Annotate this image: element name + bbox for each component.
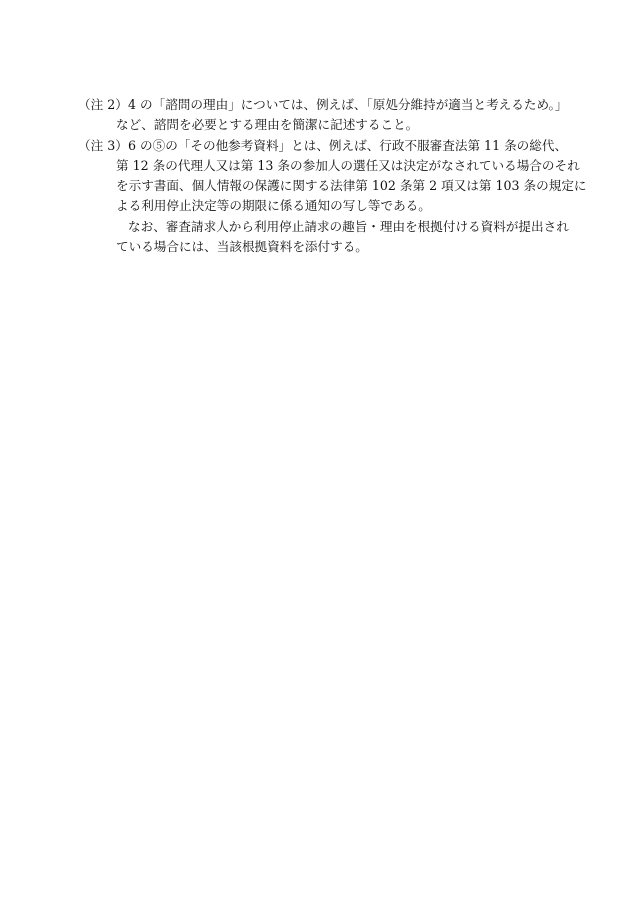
note-2-label: （注 2） [78, 97, 128, 112]
note-2-line-2: など、諮問を必要とする理由を簡潔に記述すること。 [116, 117, 419, 132]
note-3-line-3: を示す書面、個人情報の保護に関する法律第 102 条第 2 項又は第 103 条の規定に [116, 178, 587, 193]
note-3-line-1: 6 の⑤の「その他参考資料」とは、例えば、行政不服審査法第 11 条の総代、 [128, 138, 568, 153]
note-2-line-1: 4 の「諮問の理由」については、例えば、「原処分維持が適当と考えるため。」 [128, 97, 568, 112]
note-3-line-5: なお、審査請求人から利用停止請求の趣旨・理由を根拠付ける資料が提出され [128, 219, 569, 234]
note-3-line-6: ている場合には、当該根拠資料を添付する。 [116, 239, 368, 254]
note-3-line-4: よる利用停止決定等の期限に係る通知の写し等である。 [116, 198, 431, 213]
note-3-label: （注 3） [78, 138, 128, 153]
note-3-line-2: 第 12 条の代理人又は第 13 条の参加人の選任又は決定がなされている場合のそれ [116, 158, 580, 173]
